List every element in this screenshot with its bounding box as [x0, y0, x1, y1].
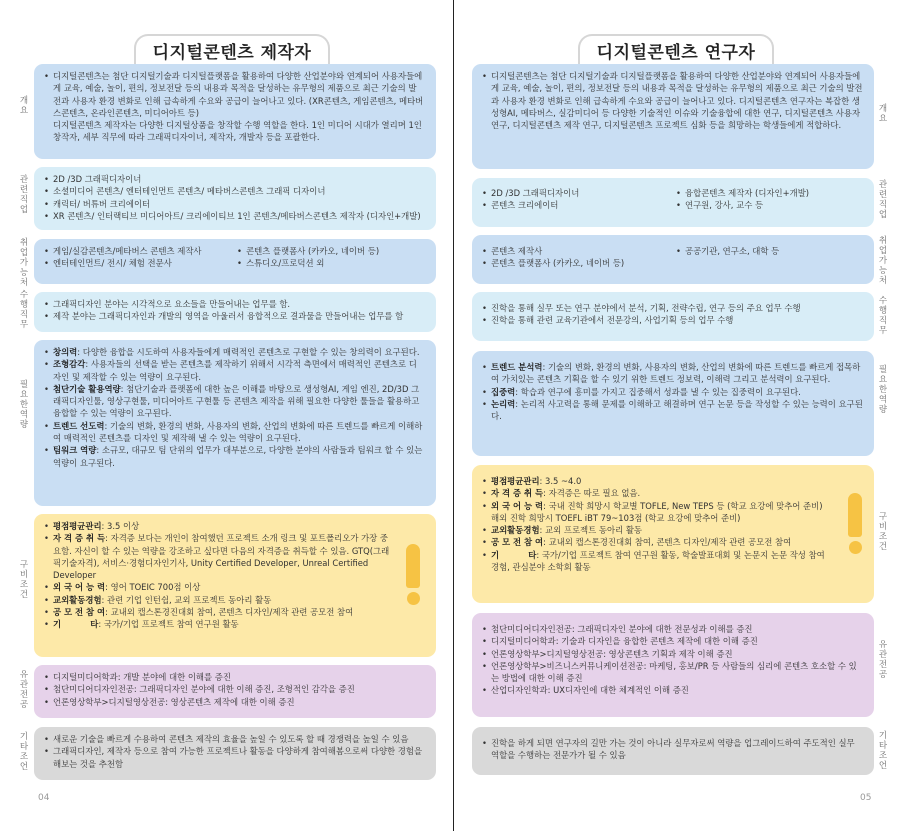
majors-box [34, 665, 436, 718]
list-item: • 언론영상학부>디지털영상전공: 영상콘텐츠 기획과 제작 이해 증진 [482, 648, 864, 660]
page-number: 04 [38, 793, 50, 803]
list-item: • 그래픽디자인 분야는 시각적으로 요소들을 만들어내는 업무를 함. [44, 298, 424, 310]
section-label: 유관전공 [19, 670, 29, 710]
list-item: • 제작 분야는 그래픽디자인과 개발의 영역을 아울러서 융합적으로 결과물을 만들어내는 업무를 함 [44, 310, 424, 322]
requirement-item: • 평점평균관리: 3.5 ~4.0 [482, 475, 828, 487]
ability-item: • 트렌드 분석력: 기술의 변화, 환경의 변화, 사용자의 변화, 산업의 변화에 따른 트렌드를 빠르게 접목하여 가치있는 콘텐츠 기획을 할 수 있기 위한 트렌드 정보력, 이해력 그리고 분석력이 요구된다. [482, 361, 864, 386]
list-item: • XR 콘텐츠/ 인터랙티브 미디어아트/ 크리에이티브 1인 콘텐츠/메타버스콘텐츠 제작자 (디자인+개발) [44, 210, 424, 222]
ability-item: • 조형감각: 사용자들의 선택을 받는 콘텐츠를 제작하기 위해서 시각적 측면에서 매력적인 콘텐츠로 디자인 및 제작할 수 있는 역량이 요구된다. [44, 358, 424, 383]
section-label: 유관전공 [878, 640, 888, 680]
abilities-box [34, 340, 436, 506]
list-item: • 진학을 하게 되면 연구자의 길만 가는 것이 아니라 실무자로써 역량을 업그레이드하여 주도적인 실무 역할을 수행하는 전문가가 될 수 있음 [482, 737, 864, 762]
list-item: • 그래픽디자인, 제작자 등으로 참여 가능한 프로젝트나 활동을 다양하게 참여해봄으로써 다양한 경험을 해보는 것을 추천함 [44, 745, 424, 770]
list-item: • 진학을 통해 관련 교육기관에서 전문강의, 사업기획 등의 업무 수행 [482, 314, 864, 326]
requirement-item: • 자 격 증 취 득: 자격증은 따로 필요 없음. [482, 487, 828, 499]
abilities-box [472, 351, 874, 456]
list-item: • 진학을 통해 실무 또는 연구 분야에서 분석, 기획, 전략수립, 연구 등의 주요 업무 수행 [482, 302, 864, 314]
list-item: • 언론영상학부>비즈니스커뮤니케이션전공: 마케팅, 홍보/PR 등 사람들의 심리에 콘텐츠 호소할 수 있는 방법에 대한 이해 증진 [482, 660, 864, 685]
section-label: 필요한역량 [19, 380, 29, 430]
page-title: 디지털콘텐츠 연구자 [578, 34, 774, 64]
overview-text [44, 70, 424, 144]
etc-box [34, 727, 436, 780]
list-item: • 캐릭터/ 버튜버 크리에이터 [44, 198, 424, 210]
requirement-item: • 외 국 어 능 력: 국내 진학 희망시 학교별 TOFLE, New TEPS 등 (학교 요강에 맞추어 준비) 해외 진학 희망시 TOEFL iBT 79~103점 (학교 요강에 맞추어 준비) [482, 500, 828, 525]
list-item: • 스튜디오/프로덕션 외 [237, 257, 424, 269]
requirement-item: • 평점평균관리: 3.5 이상 [44, 520, 390, 532]
ability-item: • 첨단기술 활용역량: 첨단기술과 플랫폼에 대한 높은 이해를 바탕으로 생성형AI, 게임 엔진, 2D/3D 그래픽디자인툴, 영상구현툴, 미디어아트 구현툴 등 콘텐츠 제작을 위해 필요한 다양한 툴들을 활용하고 융합할 수 있는 역량이 요구된다. [44, 383, 424, 420]
ability-item: • 집중력: 학습과 연구에 흥미를 가지고 집중해서 성과를 낼 수 있는 집중력이 요구된다. [482, 386, 864, 398]
page-number: 05 [860, 793, 872, 803]
ability-item: • 팀워크 역량: 소규모, 대규모 팀 단위의 업무가 대부분으로, 다양한 분야의 사람들과 팀워크 할 수 있는 역량이 요구된다. [44, 444, 424, 469]
requirements-box [472, 465, 874, 603]
list-item: • 게임/실감콘텐츠/메타버스 콘텐츠 제작사 [44, 245, 231, 257]
right-page [454, 0, 907, 831]
requirement-item: • 공 모 전 참 여: 교내외 캡스톤경진대회 참여, 콘텐츠 디자인/제작 관련 공모전 참여 [44, 606, 390, 618]
requirement-item: • 교외활동경험: 교외 프로젝트 동아리 활동 [482, 524, 828, 536]
list-item: • 소셜미디어 콘텐츠/ 엔터테인먼트 콘텐츠/ 메타버스콘텐츠 그래픽 디자이너 [44, 185, 424, 197]
list-item: • 산업디자인학과: UX디자인에 대한 체계적인 이해 증진 [482, 684, 864, 696]
section-label: 수행직무 [19, 290, 29, 330]
duties-box [34, 292, 436, 332]
etc-box [472, 727, 874, 775]
section-label: 기타조언 [19, 732, 29, 772]
requirement-item: • 공 모 전 참 여: 교내외 캡스톤경진대회 참여, 콘텐츠 디자인/제작 관련 공모전 참여 [482, 536, 828, 548]
list-item: • 콘텐츠 제작사 [482, 245, 670, 257]
section-label: 취업가능처 [19, 238, 29, 288]
requirement-item: • 기 타: 국가/기업 프로젝트 참여 연구원 활동 [44, 618, 390, 630]
list-item: • 디지털미디어학과: 기술과 디자인을 융합한 콘텐츠 제작에 대한 이해 증진 [482, 635, 864, 647]
section-label: 관련직업 [878, 180, 888, 220]
list-item: • 첨단미디어디자인전공: 그래픽디자인 분야에 대한 이해 증진, 조형적인 감각을 증진 [44, 683, 424, 695]
related-jobs-box [34, 167, 436, 230]
overview-line: 디지털콘텐츠 제작자는 다양한 디지털상품을 창작할 수행 역할을 한다. 1인 미디어 시대가 열리며 1인 창작자, 세부 직무에 따라 그래픽디자이너, 제작자, 개발자 등을 포괄한다. [53, 120, 422, 143]
left-page [0, 0, 453, 831]
ability-item: • 트렌드 선도력: 기술의 변화, 환경의 변화, 사용자의 변화, 산업의 변화에 따른 트렌드를 빠르게 이해하여 매력적인 콘텐츠를 디자인 및 제작해 낼 수 있는 역량이 요구된다. [44, 420, 424, 445]
list-item: • 2D /3D 그래픽디자이너 [482, 187, 670, 199]
related-jobs-box [472, 178, 874, 227]
list-item: • 2D /3D 그래픽디자이너 [44, 173, 424, 185]
section-label: 개요 [19, 96, 29, 116]
overview-text: • 디지털콘텐츠는 첨단 디지털기술과 디지털플랫폼을 활용하여 다양한 산업분야와 연계되어 사용자들에게 교육, 예술, 놀이, 편의, 정보전달 등의 내용과 목적을 달성하는 유무형의 제품으로 최근 기술의 발전과 사용자 환경 변화로 인해 급속하게 수요와 공급이 늘어나고 있다. 디지털콘텐츠 연구자는 복잡한 생성형AI, 메타버스, 실감미디어 등 다양한 기술적인 이슈와 기술융합에 대한 연구, 디지털콘텐츠 사용자 연구, 디지털콘텐츠 제작 연구, 디지털콘텐츠 프로젝트 심화 등을 희망하는 학생들에게 적합하다. [482, 70, 864, 131]
overview-line: • 디지털콘텐츠는 첨단 디지털기술과 디지털플랫폼을 활용하여 다양한 산업분야와 연계되어 사용자들에게 교육, 예술, 놀이, 편의, 정보전달 등의 내용과 목적을 달성하는 유무형의 제품으로 최근 기술의 발전과 사용자 환경 변화로 인해 급속하게 수요와 공급이 늘어나고 있다. (XR콘텐츠, 게임콘텐츠, 메타버스콘텐츠, 온라인콘텐츠, 미디어아트 등) [53, 71, 424, 118]
requirements-box [34, 514, 436, 657]
list-item: • 새로운 기술을 빠르게 수용하여 콘텐츠 제작의 효율을 높일 수 있도록 할 때 경쟁력을 높일 수 있음 [44, 733, 424, 745]
page-title: 디지털콘텐츠 제작자 [134, 34, 330, 64]
requirement-item: • 기 타: 국가/기업 프로젝트 참여 연구원 활동, 학술발표대회 및 논문지 논문 작성 참여 경험, 관심분야 소학회 활동 [482, 549, 828, 574]
list-item: • 콘텐츠 크리에이터 [482, 199, 670, 211]
overview-box [34, 64, 436, 159]
section-label: 개요 [878, 104, 888, 124]
requirement-item: • 외 국 어 능 력: 영어 TOEIC 700점 이상 [44, 581, 390, 593]
duties-box [472, 292, 874, 341]
ability-item: • 창의력: 다양한 융합을 시도하여 사용자들에게 매력적인 콘텐츠로 구현할 수 있는 창의력이 요구된다. [44, 346, 424, 358]
employers-box [472, 235, 874, 284]
requirement-item: • 자 격 증 취 득: 자격증 보다는 개인이 참여했던 프로젝트 소개 링크 및 포트폴리오가 가장 중요함. 자신이 할 수 있는 역량을 강조하고 싶다면 다음의 자격증을 취득할 수 있음. GTQ(그래픽기술자격), 서비스·경험디자인기사, Unity Certified Developer, Unreal Certified Developer [44, 532, 390, 581]
list-item: • 디지털미디어학과: 개발 분야에 대한 이해를 증진 [44, 671, 424, 683]
overview-box [472, 64, 874, 169]
list-item: • 연구원, 강사, 교수 등 [676, 199, 864, 211]
list-item: • 융합콘텐츠 제작자 (디자인+개발) [676, 187, 864, 199]
exclamation-icon [848, 493, 864, 554]
list-item: • 콘텐츠 플랫폼사 (카카오, 네이버 등) [237, 245, 424, 257]
list-item: • 콘텐츠 플랫폼사 (카카오, 네이버 등) [482, 257, 670, 269]
majors-box [472, 613, 874, 717]
requirement-item: • 교외활동경험: 관련 기업 인턴쉽, 교외 프로젝트 동아리 활동 [44, 594, 390, 606]
section-label: 구비조건 [19, 560, 29, 600]
section-label: 구비조건 [878, 512, 888, 552]
list-item: • 엔터테인먼트/ 전시/ 체험 전문사 [44, 257, 231, 269]
employers-box [34, 239, 436, 284]
section-label: 취업가능처 [878, 236, 888, 286]
exclamation-icon [406, 544, 422, 605]
list-item: • 첨단미디어디자인전공: 그래픽디자인 분야에 대한 전문성과 이해를 증진 [482, 623, 864, 635]
section-label: 기타조언 [878, 731, 888, 771]
list-item: • 언론영상학부>디지털영상전공: 영상콘텐츠 제작에 대한 이해 증진 [44, 696, 424, 708]
list-item: • 공공기관, 연구소, 대학 등 [676, 245, 864, 257]
section-label: 관련직업 [19, 175, 29, 215]
ability-item: • 논리력: 논리적 사고력을 통해 문제를 이해하고 해결하며 연구 논문 등을 작성할 수 있는 능력이 요구된다. [482, 398, 864, 423]
section-label: 수행직무 [878, 296, 888, 336]
section-label: 필요한역량 [878, 365, 888, 415]
